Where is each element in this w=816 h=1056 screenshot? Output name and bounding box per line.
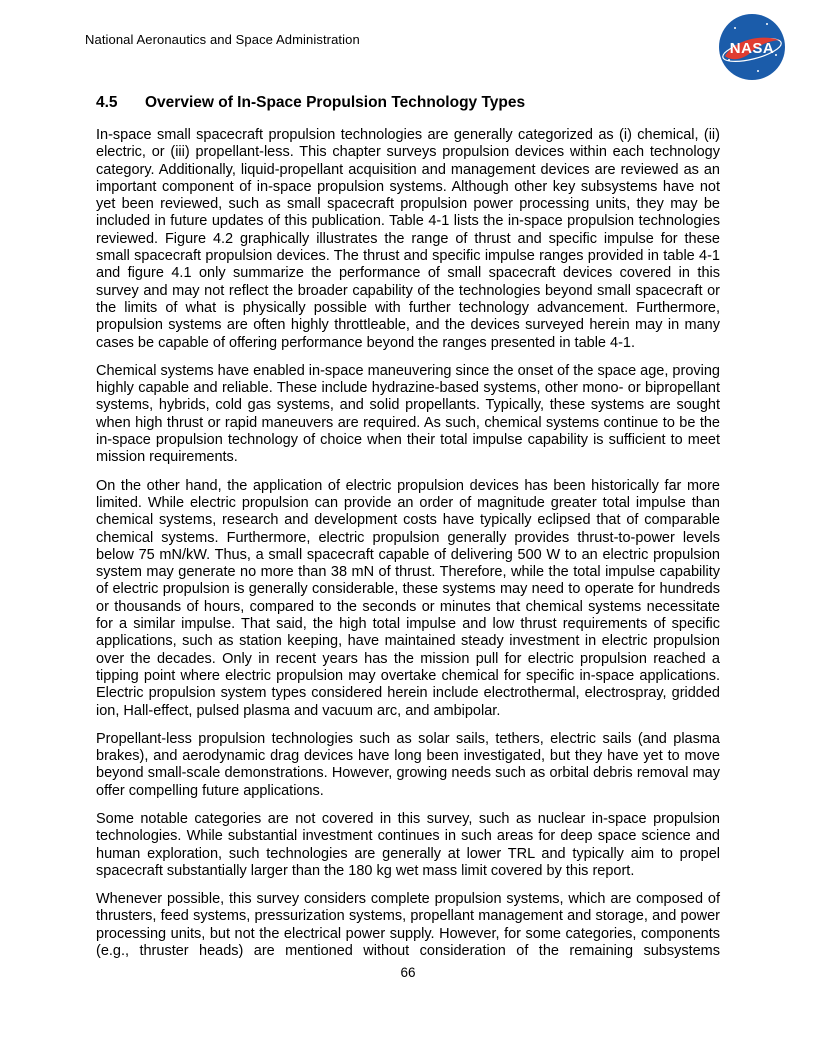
paragraph-propellant-less: Propellant-less propulsion technologies such as solar sails, tethers, electric sails (and plasma brakes), and aerodynamic drag devices have long been investigated, but they have yet to move beyond small-scale demonstrations. However, growing needs such as orbital debris removal may offer compelling future applications. — [96, 730, 720, 799]
page-footer — [0, 965, 816, 980]
nasa-meatball-icon — [718, 13, 786, 81]
paragraph-electric-propulsion: On the other hand, the application of electric propulsion devices has been historically far more limited. While electric propulsion can provide an order of magnitude greater total impulse than chemical systems, research and development costs have typically eclipsed that of comparable chemical systems. Furthermore, electric propulsion generally provides thrust-to-power levels below 75 mN/kW. Thus, a small spacecraft capable of delivering 500 W to an electric propulsion system may generate no more than 38 mN of thrust. Therefore, while the total impulse capability of electric propulsion is generally considerable, these systems may need to operate for hundreds or thousands of hours, compared to the seconds or minutes that chemical systems necessitate for a similar impulse. That said, the high total impulse and low thrust requirements of specific applications, such as station keeping, have maintained steady investment in electric propulsion over the decades. Only in recent years has the mission pull for electric propulsion reached a tipping point where electric propulsion may overtake chemical for specific in-space applications. Electric propulsion system types considered herein include electrothermal, electrospray, gridded ion, Hall-effect, pulsed plasma and vacuum arc, and ambipolar. — [96, 477, 720, 719]
paragraph-not-covered: Some notable categories are not covered in this survey, such as nuclear in-space propulsion technologies. While substantial investment continues in such areas for deep space science and human exploration, such technologies are generally at lower TRL and typically aim to propel spacecraft substantially larger than the 180 kg wet mass limit covered by this report. — [96, 810, 720, 879]
paragraph-intro: In-space small spacecraft propulsion technologies are generally categorized as (i) chemical, (ii) electric, or (iii) propellant-less. This chapter surveys propulsion devices within each technology category. Additionally, liquid-propellant acquisition and management devices are reviewed as an important component of in-space propulsion systems. Although other key subsystems have not yet been reviewed, such as small spacecraft propulsion power processing units, they may be included in future updates of this publication. Table 4-1 lists the in-space propulsion technologies reviewed. Figure 4.2 graphically illustrates the range of thrust and specific impulse for these small spacecraft propulsion devices. The thrust and specific impulse ranges provided in table 4-1 and figure 4.1 only summarize the performance of small spacecraft devices covered in this survey and may not reflect the broader capability of the technologies beyond small spacecraft or the limits of what is physically possible with further technology advancement. Furthermore, propulsion systems are often highly throttleable, and the devices surveyed herein may in many cases be capable of offering performance beyond the ranges presented in table 4-1. — [96, 127, 720, 351]
section-title: Overview of In-Space Propulsion Technology Types — [145, 94, 526, 111]
nasa-logo-text: NASA — [729, 40, 775, 57]
page-header — [0, 0, 816, 82]
document-body — [0, 94, 816, 960]
paragraph-complete-systems: Whenever possible, this survey considers complete propulsion systems, which are composed of thrusters, feed systems, pressurization systems, propellant management and storage, and power processing units, but not the electrical power supply. However, for some categories, components (e.g., thruster heads) are mentioned without consideration of the remaining subsystems — [96, 891, 720, 960]
section-heading — [96, 94, 720, 112]
section-number: 4.5 — [96, 94, 118, 111]
page-number: 66 — [400, 965, 416, 980]
nasa-logo — [718, 13, 786, 81]
agency-name: National Aeronautics and Space Administration — [85, 32, 360, 47]
paragraph-chemical-systems: Chemical systems have enabled in-space maneuvering since the onset of the space age, proving highly capable and reliable. These include hydrazine-based systems, other mono- or bipropellant systems, hybrids, cold gas systems, and solid propellants. Typically, these systems are sought when high thrust or rapid maneuvers are required. As such, chemical systems continue to be the in-space propulsion technology of choice when their total impulse capability is sufficient to meet mission requirements. — [96, 362, 720, 466]
